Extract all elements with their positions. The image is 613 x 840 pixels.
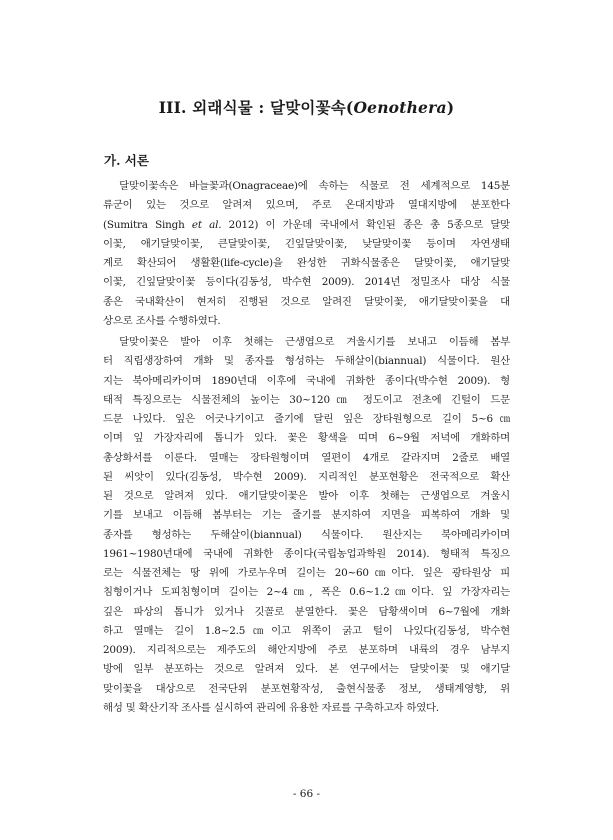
paragraph [103,333,510,718]
paragraph-line: 침형이거나 도피침형이며 길이는 2~4㎝, 폭은 0.6~1.2㎝이다. 잎 가장자리는 [103,586,510,599]
paragraph-line: 해성 및 확산기작 조사를 실시하여 관리에 유용한 자료를 구축하고자 하였다. [103,701,439,714]
paragraph-line: 류군이 있는 것으로 알려져 있으며, 주로 온대지방과 열대지방에 분포한다 [103,199,510,212]
paragraph-line: 2009). 지리적으로는 제주도의 해안지방에 주로 분포하며 내륙의 경우 남부지 [103,644,510,656]
paragraph-line: 된 것으로 알려져 있다. 애기달맞이꽃은 발아 이후 첫해는 근생엽으로 겨울시 [103,490,510,502]
paragraph [103,177,510,331]
page-title [0,96,613,118]
paragraph-line: 지는 북아메리카이며 1890년대 이후에 국내에 귀화한 종이다(박수현 2009). 형 [103,374,510,387]
paragraph-line: 로는 식물전체는 땅 위에 가로누우며 길이는 20~60㎝이다. 잎은 광타원상 피 [103,567,510,579]
paragraph-line: 된 씨앗이 있다(김동성, 박수현 2009). 지리적인 분포현황은 전국적으로 확산 [103,470,510,483]
paragraph-line: 하고 열매는 길이 1.8~2.5㎝이고 위쪽이 굵고 털이 나있다(김동성, 박수현 [103,624,510,637]
paragraph-line: 방에 일부 분포하는 것으로 알려져 있다. 본 연구에서는 달맞이꽃 및 애기달 [103,663,510,676]
paragraph-line: 터 직립생장하여 개화 및 종자를 형성하는 두해살이(biannual) 식물이다. 원산 [103,355,510,368]
paragraph-line: 태적 특징으로는 식물전체의 높이는 30~120㎝ 정도이고 전초에 긴털이 드문 [103,393,510,406]
title-suffix: ) [446,98,455,117]
paragraph-line: 달맞이꽃속은 바늘꽃과(Onagraceae)에 속하는 식물로 전 세계적으로 145분 [119,180,510,192]
section-heading: 가. 서론 [104,153,149,168]
paragraph-line: 기를 보내고 이듬해 봄부터는 기는 줄기를 분지하여 지면을 피복하여 개화 및 [103,509,510,522]
paragraph-line: 1961~1980년대에 국내에 귀화한 종이다(국립농업과학원 2014). 형태적 특징으 [103,547,510,560]
body-text [103,177,510,718]
paragraph-line: 종은 국내확산이 현저히 진행된 것으로 알려진 달맞이꽃, 애기달맞이꽃을 대 [103,295,510,308]
paragraph-line: 이꽃, 긴잎달맞이꽃 등이다(김동성, 박수현 2009). 2014년 정밀조사 대상 식물 [103,276,510,289]
paragraph-line: 이며 잎 가장자리에 톱니가 있다. 꽃은 황색을 띠며 6~9월 저녁에 개화하며 [103,432,510,445]
paragraph-line: 총상화서를 이룬다. 열매는 장타원형이며 열편이 4개로 갈라지며 2줄로 배열 [103,451,510,464]
page-number: - 66 - [292,788,321,800]
title-prefix: III. 외래식물 : 달맞이꽃속( [158,98,354,117]
paragraph-line: 달맞이꽃은 발아 이후 첫해는 근생엽으로 겨울시기를 보내고 이듬해 봄부 [119,336,510,348]
paragraph-line: 맞이꽃을 대상으로 전국단위 분포현황작성, 출현식물종 정보, 생태계영향, 위 [103,682,510,695]
paragraph-line: 이꽃, 애기달맞이꽃, 큰달맞이꽃, 긴잎달맞이꽃, 낮달맞이꽃 등이며 자연생태 [103,237,510,250]
paragraph-line: 계로 확산되어 생활환(life-cycle)을 완성한 귀화식물종은 달맞이꽃, 애기달맞 [103,257,510,269]
paragraph-line: 깊은 파상의 톱니가 있거나 깃꼴로 분열한다. 꽃은 담황색이며 6~7월에 개화 [103,605,510,618]
title-scientific-name: Oenothera [353,98,447,117]
paragraph-line: 종자를 형성하는 두해살이(biannual) 식물이다. 원산지는 북아메리카이며 [103,528,510,541]
paragraph-line: 드문 나있다. 잎은 어긋나기이고 줄기에 달린 잎은 장타원형으로 길이 5~6㎝ [103,413,510,425]
paragraph-line: 상으로 조사를 수행하였다. [103,314,221,327]
paragraph-line: (Sumitra Singh et al. 2012) 이 가운데 국내에서 확인된 종은 총 5종으로 달맞 [103,218,510,231]
